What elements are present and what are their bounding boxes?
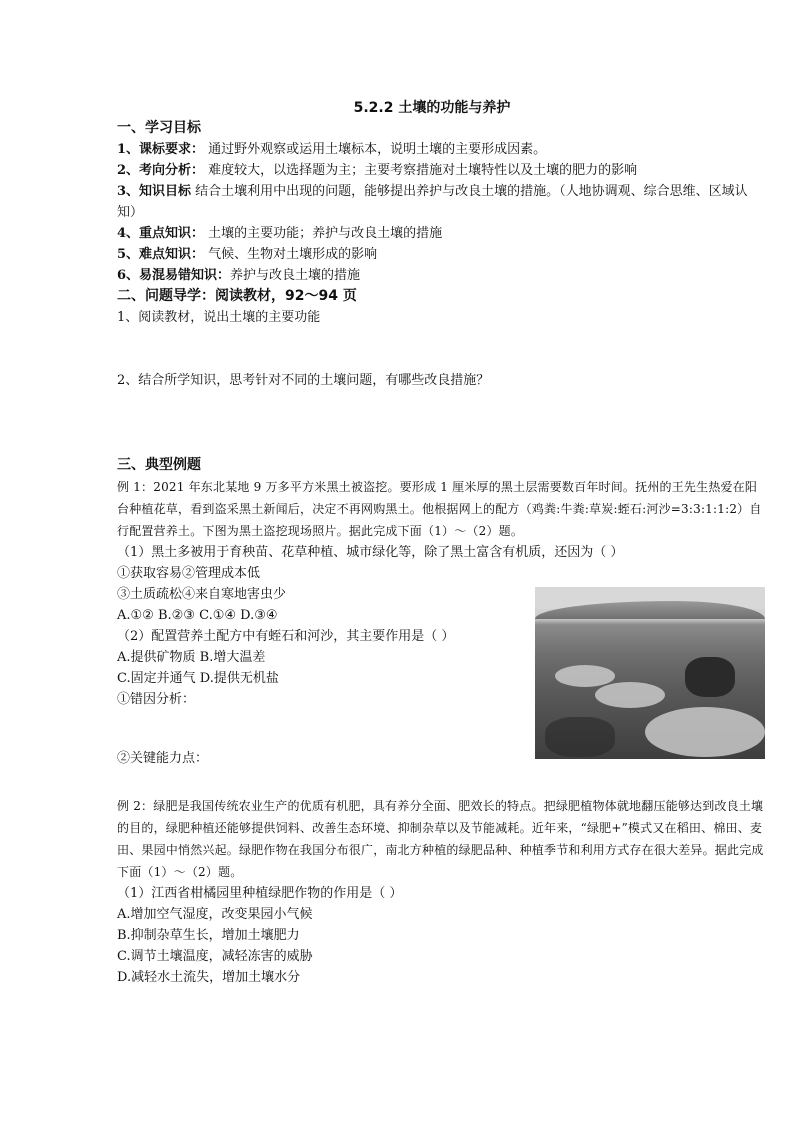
- photo-soil-heap: [595, 682, 665, 708]
- photo-pit: [545, 717, 615, 757]
- option-line: D.减轻水土流失，增加土壤水分: [117, 970, 301, 985]
- worksheet-page: [117, 98, 767, 988]
- photo-soil-heap: [555, 665, 615, 687]
- example-2-text: 例 2：绿肥是我国传统农业生产的优质有机肥，具有养分全面、肥效长的特点。把绿肥植物体就地翻压能够达到改良土壤的目的，绿肥种植还能够提供饲料、改善生态环境、抑制杂草以及节能减耗。近年来，“绿肥+”模式又在稻田、棉田、麦田、果园中悄然兴起。绿肥作物在我国分布很广，南北方种植的绿肥品种、种植季节和利用方式存在很大差异。据此完成下面（1）～（2）题。: [117, 799, 764, 879]
- example-1-question-1: （1）黑土多被用于育秧苗、花草种植、城市绿化等，除了黑土富含有机质，还因为（ ）: [117, 545, 624, 560]
- goal-item: 4、重点知识： 土壤的主要功能；养护与改良土壤的措施: [117, 226, 443, 241]
- answer-space: [117, 328, 767, 370]
- section-heading-guide: 二、问题导学：阅读教材，92～94 页: [117, 288, 357, 304]
- guide-question-1: 1、阅读教材，说出土壤的主要功能: [117, 310, 321, 325]
- option-line: C.固定并通气 D.提供无机盐: [117, 671, 279, 686]
- photo-soil-heap: [645, 707, 765, 757]
- section-heading-examples: 三、典型例题: [117, 457, 201, 473]
- key-ability-label: ②关键能力点：: [117, 751, 209, 766]
- section-heading-goals: 一、学习目标: [117, 120, 201, 136]
- answer-space: [117, 391, 767, 455]
- guide-question-2: 2、结合所学知识，思考针对不同的土壤问题，有哪些改良措施？: [117, 373, 490, 388]
- option-line: A.增加空气湿度，改变果园小气候: [117, 907, 313, 922]
- goal-item: 3、知识目标 结合土壤利用中出现的问题，能够提出养护与改良土壤的措施。（人地协调观、综合思维、区域认知）: [117, 184, 748, 220]
- option-line: C.调节土壤温度，减轻冻害的威胁: [117, 949, 313, 964]
- option-line: A.①② B.②③ C.①④ D.③④: [117, 608, 278, 623]
- goal-item: 1、课标要求： 通过野外观察或运用土壤标本，说明土壤的主要形成因素。: [117, 142, 547, 157]
- goal-item: 2、考向分析： 难度较大，以选择题为主；主要考察措施对土壤特性以及土壤的肥力的影响: [117, 163, 638, 178]
- option-line: A.提供矿物质 B.增大温差: [117, 650, 266, 665]
- black-soil-excavation-photo: [535, 587, 765, 759]
- example-1-text: 例 1：2021 年东北某地 9 万多平方米黑土被盗挖。要形成 1 厘米厚的黑土层需要数百年时间。抚州的王先生热爱在阳台种植花草，看到盗采黑土新闻后，决定不再网购黑土。他根据网上的配方（鸡粪:牛粪:草炭:蛭石:河沙=3:3:1:1:2）自行配置营养土。下图为黑土盗挖现场照片。据此完成下面（1）～（2）题。: [117, 480, 762, 538]
- error-analysis-label: ①错因分析：: [117, 692, 196, 707]
- goal-item: 6、易混易错知识：养护与改良土壤的措施: [117, 268, 361, 283]
- option-line: ③土质疏松④来自寒地害虫少: [117, 587, 287, 602]
- goal-item: 5、难点知识： 气候、生物对土壤形成的影响: [117, 247, 378, 262]
- example-1-question-2: （2）配置营养土配方中有蛭石和河沙，其主要作用是（ ）: [117, 629, 455, 644]
- option-line: B.抑制杂草生长，增加土壤肥力: [117, 928, 300, 943]
- page-title: 5.2.2 土壤的功能与养护: [353, 100, 511, 116]
- option-line: ①获取容易②管理成本低: [117, 566, 261, 581]
- answer-space: [117, 769, 767, 795]
- example-2-question-1: （1）江西省柑橘园里种植绿肥作物的作用是（ ）: [117, 886, 403, 901]
- photo-pit: [685, 657, 735, 697]
